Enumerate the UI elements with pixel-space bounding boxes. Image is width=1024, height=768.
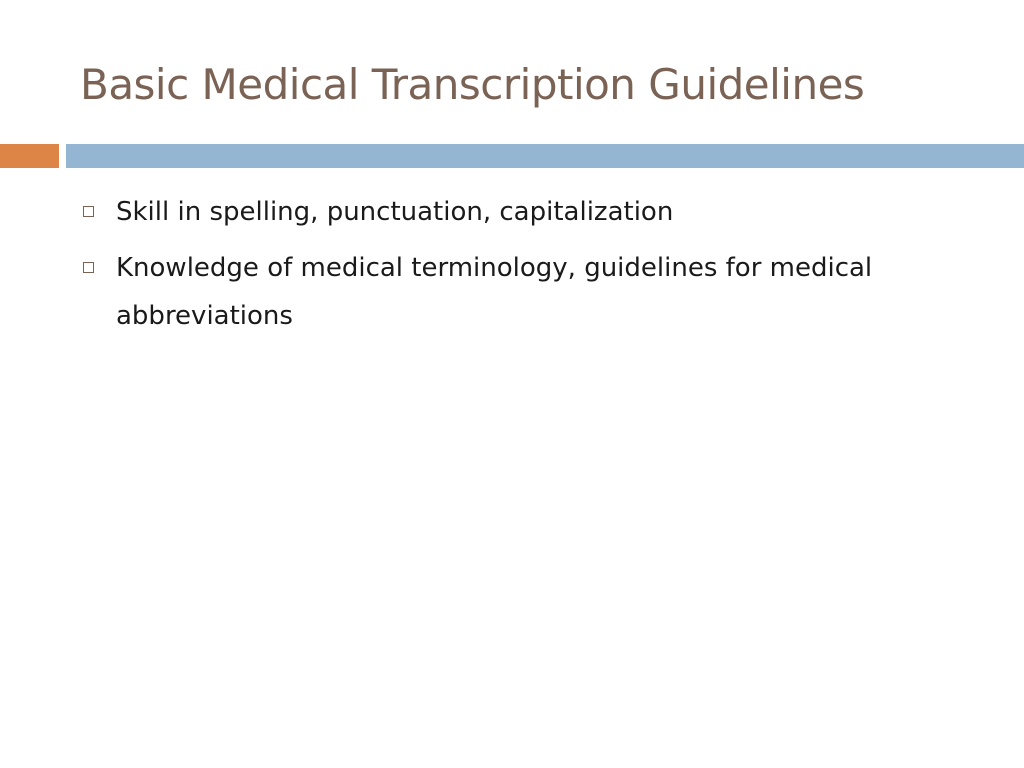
slide-title: Basic Medical Transcription Guidelines	[80, 60, 865, 109]
bullet-list	[80, 188, 960, 348]
bullet-text: Knowledge of medical terminology, guidelines for medical abbreviations	[116, 253, 873, 331]
accent-bar-orange	[0, 144, 59, 168]
square-bullet-icon	[83, 262, 94, 273]
bullet-text: Skill in spelling, punctuation, capitalization	[116, 197, 674, 227]
square-bullet-icon	[83, 206, 94, 217]
bullet-item	[80, 188, 960, 236]
accent-bar-blue	[66, 144, 1024, 168]
bullet-item	[80, 244, 960, 340]
